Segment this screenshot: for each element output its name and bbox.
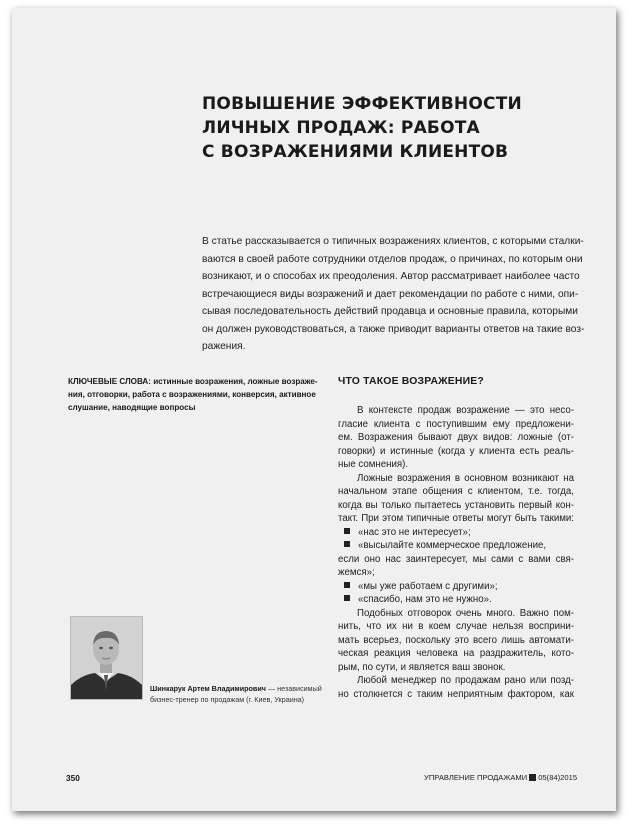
journal-issue: 05(84)2015 [538, 773, 578, 782]
bullet-square-icon [344, 582, 350, 588]
author-description: — независимый [265, 684, 322, 693]
body-line: ем. Возражения бывают двух видов: ложные (от- [338, 432, 574, 443]
body-line: начальном этапе общения с клиентом, т.е. тогда, [338, 486, 574, 497]
author-description-line2: бизнес-тренер по продажам (г. Киев, Украина) [150, 695, 305, 704]
abstract-line: возникают, и о способах их преодоления. Автор рассматривает наиболее часто [202, 271, 580, 282]
list-item [338, 580, 574, 594]
body-line: Любой менеджер по продажам рано или позд- [357, 675, 574, 686]
journal-footer [424, 773, 577, 782]
list-item [338, 593, 574, 607]
page-number: 350 [66, 773, 80, 783]
bullet-square-icon [344, 541, 350, 547]
body-line: если оно нас заинтересует, мы сами с вами свя- [338, 553, 574, 565]
body-line: но столкнется с таким неприятным фактором, как [338, 688, 574, 700]
bullet-square-icon [344, 595, 350, 601]
article-body [338, 404, 574, 701]
list-item-text: «высылайте коммерческое предложение, [358, 540, 547, 551]
author-portrait-icon [71, 617, 142, 699]
abstract-line: В статье рассказывается о типичных возражениях клиентов, с которыми сталки- [202, 236, 584, 247]
black-square-separator-icon [529, 774, 536, 781]
section-heading: ЧТО ТАКОЕ ВОЗРАЖЕНИЕ? [338, 376, 484, 387]
author-photo [70, 616, 143, 700]
keywords-line: ния, отговорки, работа с возражениями, конверсия, активное [68, 389, 316, 399]
body-line: такт. При этом типичные ответы могут быть такими: [338, 513, 574, 524]
keywords-block [68, 376, 320, 414]
body-line: мать всерьез, поскольку это всего лишь автомати- [338, 634, 574, 646]
author-info [150, 683, 322, 705]
list-item [338, 539, 574, 553]
body-line: ные сомнения). [338, 459, 409, 470]
abstract-line: ваются в своей работе сотрудники отделов продаж, о причинах, по которым они [202, 253, 583, 265]
list-item-text: «спасибо, нам это не нужно». [358, 594, 492, 605]
body-line: Подобных отговорок очень много. Важно пом- [357, 607, 574, 619]
body-line: В контексте продаж возражение — это несо- [357, 405, 574, 416]
list-item [338, 526, 574, 540]
list-item-text: «мы уже работаем с другими»; [358, 580, 498, 592]
body-line: ческая реакция человека на раздражитель, кото- [338, 648, 574, 659]
article-title [202, 92, 562, 164]
title-line: ПОВЫШЕНИЕ ЭФФЕКТИВНОСТИ [202, 94, 522, 114]
title-line: ЛИЧНЫХ ПРОДАЖ: РАБОТА [202, 118, 480, 138]
body-line: нить, что их ни в коем случае нельзя восприни- [338, 621, 574, 632]
abstract-line: он должен руководствоваться, а также приводит варианты ответов на такие воз- [202, 323, 585, 335]
keywords-line: КЛЮЧЕВЫЕ СЛОВА: истинные возражения, ложные возраже- [68, 377, 318, 386]
body-line: когда вы только пытаетесь установить первый кон- [338, 499, 574, 511]
body-line: жемся»; [338, 567, 375, 578]
article-abstract [202, 233, 585, 356]
list-item-text: «нас это не интересует»; [358, 526, 471, 538]
body-line: говорки) и истинные (когда у клиента есть реаль- [338, 445, 574, 457]
body-line: Ложные возражения в основном возникают на [357, 472, 574, 484]
author-name: Шинкарук Артем Владимирович [150, 684, 266, 693]
title-line: С ВОЗРАЖЕНИЯМИ КЛИЕНТОВ [202, 142, 509, 162]
body-line: гласие клиента с поступившим ему предложени- [338, 418, 574, 430]
keywords-line: слушание, наводящие вопросы [68, 402, 196, 412]
bullet-square-icon [344, 528, 350, 534]
abstract-line: встречающиеся виды возражений и дает рекомендации по работе с ними, опи- [202, 288, 579, 300]
body-line: рым, по сути, и является ваш звонок. [338, 661, 506, 673]
journal-name: УПРАВЛЕНИЕ ПРОДАЖАМИ [424, 773, 528, 782]
abstract-line: сывая последовательность действий продавца и основные правила, которыми [202, 306, 578, 317]
abstract-line: ражения. [202, 341, 246, 352]
